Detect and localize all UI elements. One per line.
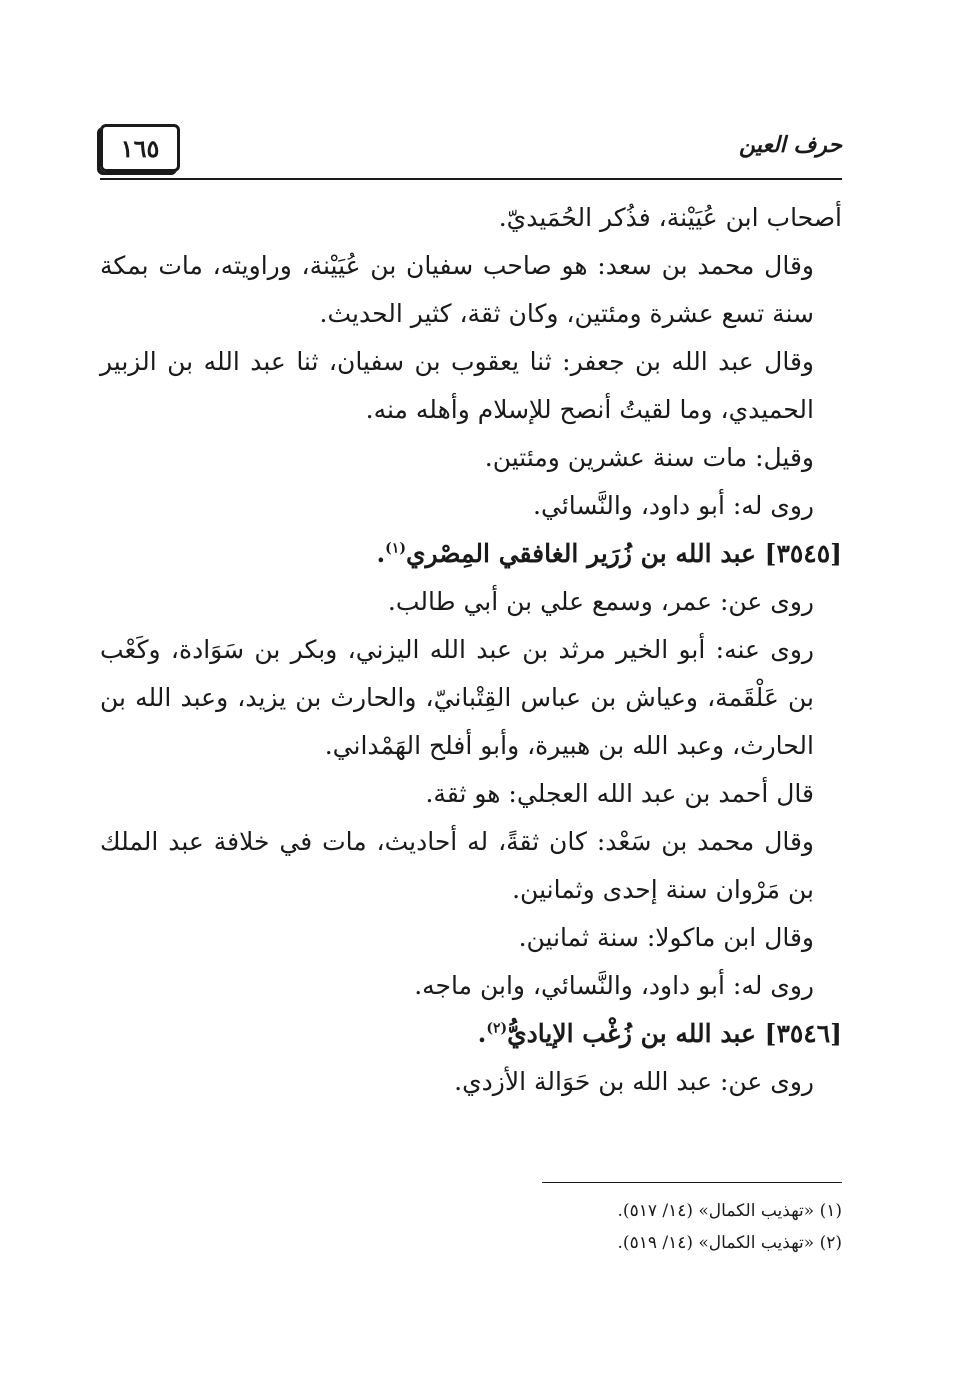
footnote: (٢) «تهذيب الكمال» (١٤/ ٥١٩). <box>617 1233 842 1253</box>
paragraph: أصحاب ابن عُيَيْنة، فذُكر الحُمَيديّ. <box>498 203 842 232</box>
chapter-title: حرف العين <box>738 132 842 158</box>
page-body <box>100 194 842 1106</box>
entry-heading: [٣٥٤٥] عبد الله بن زُرَير الغافقي المِصْري$^{(١)}$. <box>376 539 842 568</box>
paragraph: وقال ابن ماكولا: سنة ثمانين. <box>518 923 814 952</box>
page-header <box>100 118 842 188</box>
paragraph: روى عن: عمر، وسمع علي بن أبي طالب. <box>387 587 814 616</box>
footnote-marker: (١) <box>385 540 406 557</box>
footnotes <box>542 1182 842 1259</box>
paragraph: روى له: أبو داود، والنَّسائي. <box>533 491 814 520</box>
book-page <box>100 110 842 1310</box>
footnote: (١) «تهذيب الكمال» (١٤/ ٥١٧). <box>617 1201 842 1221</box>
paragraph: وقال محمد بن سعد: هو صاحب سفيان بن عُيَيْنة، وراويته، مات بمكة سنة تسع عشرة ومئتين، وكان ثقة، كثير الحديث. <box>100 251 814 328</box>
paragraph: وقيل: مات سنة عشرين ومئتين. <box>484 443 814 472</box>
entry-heading: [٣٥٤٦] عبد الله بن زُغْب الإياديُّ$^{(٢)}$. <box>477 1019 842 1048</box>
header-divider <box>100 178 842 180</box>
entry-heading-text: [٣٥٤٥] عبد الله بن زُرَير الغافقي المِصْري <box>405 539 842 568</box>
entry-heading-text: [٣٥٤٦] عبد الله بن زُغْب الإياديُّ <box>507 1019 842 1048</box>
paragraph: روى له: أبو داود، والنَّسائي، وابن ماجه. <box>414 971 814 1000</box>
paragraph: وقال محمد بن سَعْد: كان ثقةً، له أحاديث، مات في خلافة عبد الملك بن مَرْوان سنة إحدى وثمانين. <box>100 827 814 904</box>
paragraph: وقال عبد الله بن جعفر: ثنا يعقوب بن سفيان، ثنا عبد الله بن الزبير الحميدي، وما لقيتُ أنصح للإسلام وأهله منه. <box>100 347 814 424</box>
footnote-marker: (٢) <box>486 1020 508 1037</box>
paragraph: روى عنه: أبو الخير مرثد بن عبد الله اليزني، وبكر بن سَوَادة، وكَعْب بن عَلْقَمة، وعياش بن عباس القِتْبانيّ، والحارث بن يزيد، وعبد الله بن الحارث، وعبد الله بن هبيرة، وأبو أفلح الهَمْداني. <box>100 635 814 760</box>
paragraph: قال أحمد بن عبد الله العجلي: هو ثقة. <box>425 779 814 808</box>
page-number: ١٦٥ <box>100 124 180 172</box>
paragraph: روى عن: عبد الله بن حَوَالة الأزدي. <box>454 1067 814 1096</box>
